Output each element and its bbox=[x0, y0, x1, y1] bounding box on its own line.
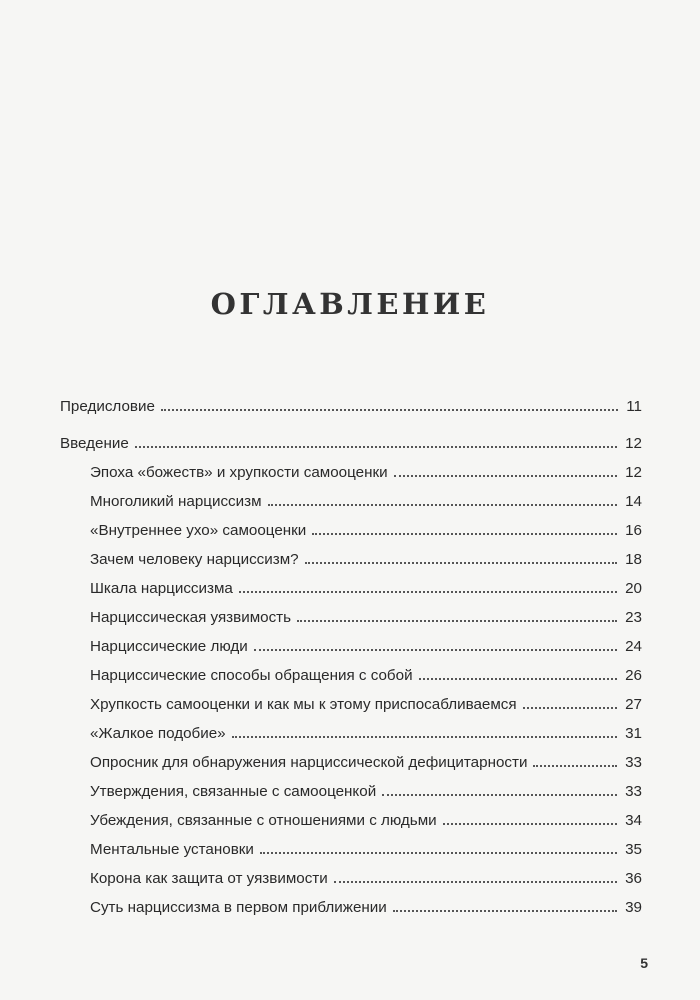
toc-dot-leader bbox=[419, 678, 618, 680]
toc-entry-page: 12 bbox=[625, 435, 642, 452]
toc-subentry bbox=[60, 574, 642, 603]
toc-dot-leader bbox=[533, 765, 617, 767]
toc-entry-title: «Внутреннее ухо» самооценки bbox=[90, 522, 307, 539]
toc-entry-page: 26 bbox=[625, 667, 642, 684]
toc-dot-leader bbox=[312, 533, 617, 535]
toc-entry-page: 33 bbox=[625, 783, 642, 800]
toc-entry-page: 24 bbox=[625, 638, 642, 655]
toc-subentry bbox=[60, 632, 642, 661]
toc-dot-leader bbox=[393, 910, 617, 912]
toc-entry-title: Хрупкость самооценки и как мы к этому приспосабливаемся bbox=[90, 696, 517, 713]
toc-subentry bbox=[60, 777, 642, 806]
toc-dot-leader bbox=[161, 409, 618, 411]
toc-dot-leader bbox=[382, 794, 617, 796]
toc-entry-title: «Жалкое подобие» bbox=[90, 725, 226, 742]
toc-entry-title: Эпоха «божеств» и хрупкости самооценки bbox=[90, 464, 388, 481]
toc-entry-page: 33 bbox=[625, 754, 642, 771]
toc-entry-title: Введение bbox=[60, 435, 129, 452]
toc-dot-leader bbox=[135, 446, 617, 448]
toc-subentry bbox=[60, 748, 642, 777]
toc-entry-title: Суть нарциссизма в первом приближении bbox=[90, 899, 387, 916]
toc-dot-leader bbox=[523, 707, 617, 709]
toc-entry-preface bbox=[60, 392, 642, 421]
toc-subentry bbox=[60, 893, 642, 922]
toc-entry-title: Ментальные установки bbox=[90, 841, 254, 858]
toc-subentry bbox=[60, 719, 642, 748]
toc-entry-page: 36 bbox=[625, 870, 642, 887]
toc-subentry bbox=[60, 603, 642, 632]
toc-entry-title: Утверждения, связанные с самооценкой bbox=[90, 783, 377, 800]
toc-dot-leader bbox=[239, 591, 617, 593]
toc-dot-leader bbox=[268, 504, 618, 506]
toc-entry-page: 27 bbox=[625, 696, 642, 713]
toc-dot-leader bbox=[254, 649, 617, 651]
toc-entry-title: Шкала нарциссизма bbox=[90, 580, 233, 597]
toc-entry-title: Нарциссическая уязвимость bbox=[90, 609, 292, 626]
toc-entry-page: 35 bbox=[625, 841, 642, 858]
toc-entry-page: 20 bbox=[625, 580, 642, 597]
toc-subentry bbox=[60, 458, 642, 487]
toc-entry-page: 11 bbox=[626, 398, 642, 415]
toc-dot-leader bbox=[260, 852, 617, 854]
toc-entry-page: 12 bbox=[625, 464, 642, 481]
toc-subentry bbox=[60, 516, 642, 545]
toc-dot-leader bbox=[297, 620, 617, 622]
toc-entry-page: 16 bbox=[625, 522, 642, 539]
toc-dot-leader bbox=[305, 562, 617, 564]
toc-entry-title: Корона как защита от уязвимости bbox=[90, 870, 328, 887]
toc-entry-title: Убеждения, связанные с отношениями с людьми bbox=[90, 812, 437, 829]
toc-entry-title: Опросник для обнаружения нарциссической дефицитарности bbox=[90, 754, 528, 771]
toc-dot-leader bbox=[334, 881, 617, 883]
toc-entry-title: Зачем человеку нарциссизм? bbox=[90, 551, 299, 568]
toc-entry-title: Нарциссические люди bbox=[90, 638, 248, 655]
toc-entry-page: 23 bbox=[625, 609, 642, 626]
toc-entry-page: 18 bbox=[625, 551, 642, 568]
toc-entry-page: 14 bbox=[625, 493, 642, 510]
toc-entry-title: Предисловие bbox=[60, 398, 155, 415]
toc-subentry bbox=[60, 690, 642, 719]
toc-dot-leader bbox=[232, 736, 617, 738]
toc-dot-leader bbox=[394, 475, 618, 477]
toc-subentry bbox=[60, 864, 642, 893]
page-title: ОГЛАВЛЕНИЕ bbox=[210, 287, 490, 322]
toc-subentry bbox=[60, 487, 642, 516]
toc-entry-page: 31 bbox=[625, 725, 642, 742]
toc-subentry bbox=[60, 806, 642, 835]
toc-dot-leader bbox=[443, 823, 617, 825]
toc-entry-introduction bbox=[60, 429, 642, 458]
toc-entry-title: Нарциссические способы обращения с собой bbox=[90, 667, 413, 684]
toc-subentry bbox=[60, 661, 642, 690]
page-number: 5 bbox=[640, 955, 648, 971]
toc-entry-page: 34 bbox=[625, 812, 642, 829]
table-of-contents bbox=[60, 392, 642, 922]
toc-subentry bbox=[60, 835, 642, 864]
toc-entry-page: 39 bbox=[625, 899, 642, 916]
toc-subentry bbox=[60, 545, 642, 574]
toc-entry-title: Многоликий нарциссизм bbox=[90, 493, 262, 510]
